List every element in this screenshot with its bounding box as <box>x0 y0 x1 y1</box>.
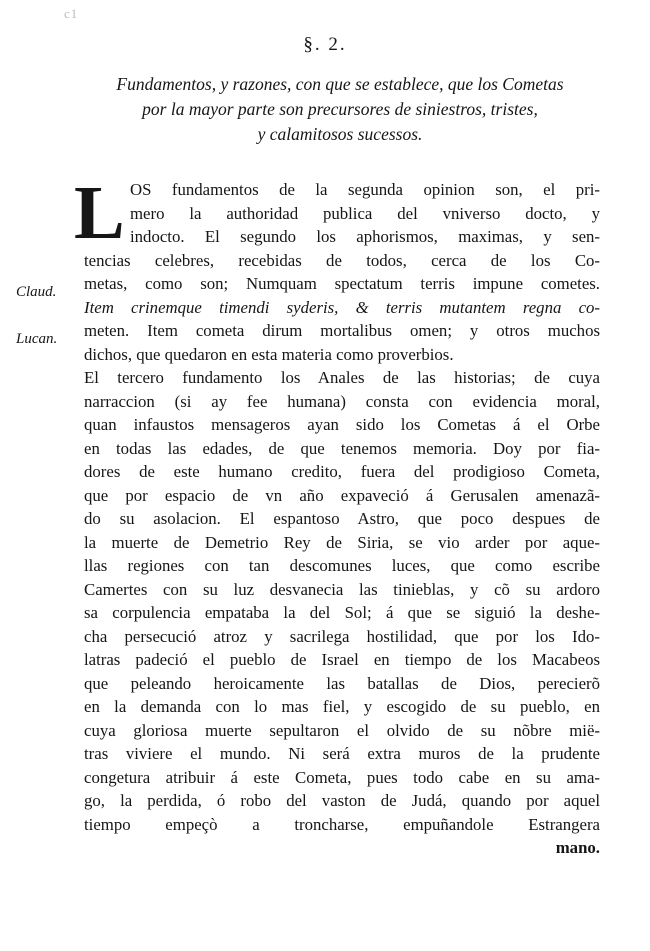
text-line: narraccion (si ay fee humana) consta con evidencia moral, <box>84 391 600 411</box>
text-line: dichos, que quedaron en esta materia como proverbios. <box>84 344 454 364</box>
text-line: indocto. El segundo los aphorismos, maximas, y sen- <box>130 227 600 246</box>
text-line: en todas las edades, de que tenemos memoria. Doy por fia- <box>84 438 600 458</box>
text-line: meten. Item cometa dirum mortalibus omen; y otros muchos <box>84 321 600 340</box>
text-line: Camertes con su luz desvanecia las tinieblas, y cõ su ardoro <box>84 579 600 599</box>
text-line: cha persecució atroz y sacrilega hostilidad, que por los Ido- <box>84 626 600 646</box>
text-line: go, la perdida, ó robo del vaston de Judá, quando por aquel <box>84 791 600 810</box>
text-line: OS fundamentos de la segunda opinion son, el pri- <box>130 180 600 199</box>
text-line: latras padeció el pueblo de Israel en tiempo de los Macabeos <box>84 650 600 669</box>
text-line: dores de este humano credito, fuera del prodigioso Cometa, <box>84 462 600 481</box>
text-line: do su asolacion. El espantoso Astro, que poco despues de <box>84 509 600 528</box>
heading-line: y calamitosos sucessos. <box>257 124 423 144</box>
text-line: metas, como son; Numquam spectatum terris impune cometes. <box>84 274 600 293</box>
text-line: en la demanda con lo mas fiel, y escogido de su pueblo, en <box>84 697 600 716</box>
text-line: El tercero fundamento los Anales de las historias; de cuya <box>84 368 600 387</box>
margin-note-lucan: Lucan. <box>16 331 58 347</box>
text-line: congetura atribuir á este Cometa, pues todo cabe en su ama- <box>84 767 600 787</box>
drop-capital: L <box>74 171 125 255</box>
text-line: Item crinemque timendi syderis, & terris mutantem regna co- <box>84 297 600 317</box>
body-text <box>0 171 650 860</box>
text-line: tiempo empeçò a troncharse, empuñandole Estrangera <box>84 814 600 834</box>
text-line: mero la authoridad publica del vniverso docto, y <box>130 203 600 223</box>
heading-line: Fundamentos, y razones, con que se establece, que los Cometas <box>116 74 564 94</box>
text-line: que peleando heroicamente las batallas de Dios, perecierõ <box>84 673 600 693</box>
text-line: cuya gloriosa muerte sepultaron el olvido de su nõbre mië- <box>84 720 600 740</box>
text-line: quan infaustos mensageros ayan sido los Cometas á el Orbe <box>84 415 600 434</box>
section-number: §. 2. <box>303 34 347 55</box>
margin-note-claud: Claud. <box>16 284 57 300</box>
text-line: sa corpulencia empataba la del Sol; á que se siguió la deshe- <box>84 603 600 622</box>
catchword: mano. <box>555 838 600 857</box>
heading-line: por la mayor parte son precursores de siniestros, tristes, <box>142 99 538 119</box>
text-line: que por espacio de vn año expaveció á Gerusalen amenazã- <box>84 485 600 505</box>
text-line: tras viviere el mundo. Ni será extra muros de la prudente <box>84 744 600 763</box>
page-folio: c1 <box>64 6 79 21</box>
text-line: llas regiones con tan descomunes luces, que como escribe <box>84 556 600 575</box>
text-line: la muerte de Demetrio Rey de Siria, se vio arder por aque- <box>84 532 600 552</box>
section-heading <box>70 72 610 147</box>
text-line: tencias celebres, recebidas de todos, cerca de los Co- <box>84 250 600 270</box>
